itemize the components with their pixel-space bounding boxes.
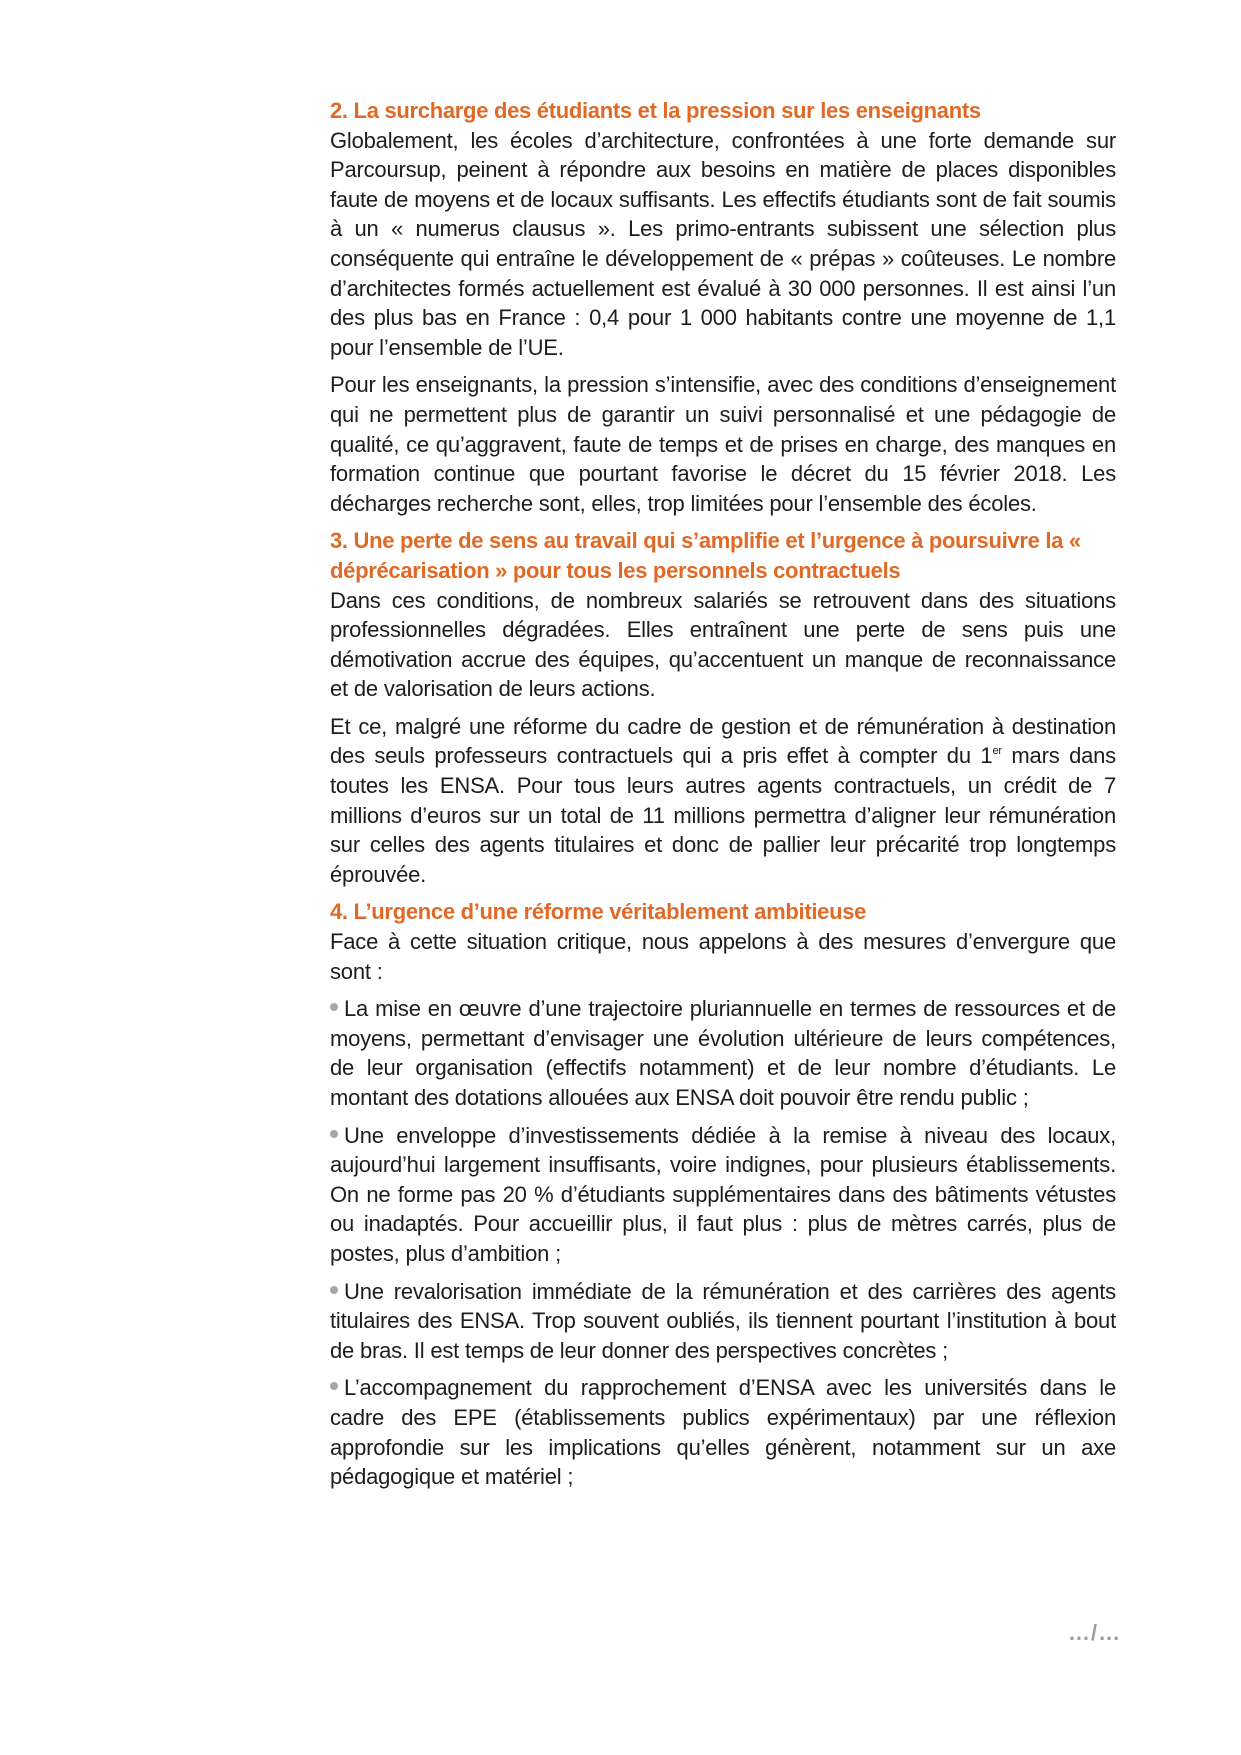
bullet-item	[330, 1277, 1116, 1366]
section-4	[330, 897, 1116, 1491]
document-page	[330, 96, 1116, 1500]
bullet-text: Une enveloppe d’investissements dédiée à la remise à niveau des locaux, aujourd’hui largement insuffisants, voire indignes, pour plusieurs établissements. On ne forme pas 20 % d’étudiants supplémentaires dans des bâtiments vétustes ou inadaptés. Pour accueillir plus, il faut plus : plus de mètres carrés, plus de postes, plus d’ambition ;	[330, 1122, 1116, 1266]
continuation-marker: …/…	[1068, 1620, 1122, 1645]
bullet-icon	[330, 1130, 338, 1138]
bullet-icon	[330, 1382, 338, 1390]
bullet-text: L’accompagnement du rapprochement d’ENSA avec les universités dans le cadre des EPE (établissements publics expérimentaux) par une réflexion approfondie sur les implications qu’elles génèrent, notamment sur un axe pédagogique et matériel ;	[330, 1375, 1116, 1490]
section-heading: 4. L’urgence d’une réforme véritablement ambitieuse	[330, 899, 867, 925]
paragraph-with-superscript	[330, 712, 1116, 890]
bullet-item	[330, 1121, 1116, 1269]
bullet-text: Une revalorisation immédiate de la rémunération et des carrières des agents titulaires des ENSA. Trop souvent oubliés, ils tiennent pourtant l’institution à bout de bras. Il est temps de leur donner des perspectives concrètes ;	[330, 1278, 1116, 1363]
paragraph: Globalement, les écoles d’architecture, confrontées à une forte demande sur Parcoursup, peinent à répondre aux besoins en matière de places disponibles faute de moyens et de locaux suffisants. Les effectifs étudiants sont de fait soumis à un « numerus clausus ». Les primo-entrants subissent une sélection plus conséquente qui entraîne le développement de « prépas » coûteuses. Le nombre d’architectes formés actuellement est évalué à 30 000 personnes. Il est ainsi l’un des plus bas en France : 0,4 pour 1 000 habitants contre une moyenne de 1,1 pour l’ensemble de l’UE.	[330, 127, 1116, 360]
bullet-icon	[330, 1286, 338, 1294]
bullet-item	[330, 994, 1116, 1112]
section-heading: 2. La surcharge des étudiants et la pression sur les enseignants	[330, 98, 981, 123]
paragraph-text: Et ce, malgré une réforme du cadre de gestion et de rémunération à destination des seuls professeurs contractuels qui a pris effet à compter du 1	[330, 713, 1116, 769]
bullet-item	[330, 1373, 1116, 1491]
section-heading: 3. Une perte de sens au travail qui s’amplifie et l’urgence à poursuivre la « déprécarisation » pour tous les personnels contractuels	[330, 528, 1081, 583]
bullet-icon	[330, 1003, 338, 1011]
section-2	[330, 96, 1116, 518]
section-3	[330, 526, 1116, 889]
paragraph-text: mars dans toutes les ENSA. Pour tous leurs autres agents contractuels, un crédit de 7 millions d’euros sur un total de 11 millions permettra d’aligner leur rémunération sur celles des agents titulaires et donc de pallier leur précarité trop longtemps éprouvée.	[330, 743, 1116, 887]
paragraph: Face à cette situation critique, nous appelons à des mesures d’envergure que sont :	[330, 929, 1116, 984]
paragraph: Pour les enseignants, la pression s’intensifie, avec des conditions d’enseignement qui ne permettent plus de garantir un suivi personnalisé et une pédagogie de qualité, ce qu’aggravent, faute de temps et de prises en charge, des manques en formation continue que pourtant favorise le décret du 15 février 2018. Les décharges recherche sont, elles, trop limitées pour l’ensemble des écoles.	[330, 372, 1116, 516]
bullet-text: La mise en œuvre d’une trajectoire pluriannuelle en termes de ressources et de moyens, permettant d’envisager une évolution ultérieure de leurs compétences, de leur organisation (effectifs notamment) et de leur nombre d’étudiants. Le montant des dotations allouées aux ENSA doit pouvoir être rendu public ;	[330, 996, 1116, 1110]
paragraph: Dans ces conditions, de nombreux salariés se retrouvent dans des situations professionnelles dégradées. Elles entraînent une perte de sens puis une démotivation accrue des équipes, qu’accentuent un manque de reconnaissance et de valorisation de leurs actions.	[330, 587, 1116, 702]
ordinal-superscript: er	[992, 745, 1002, 758]
